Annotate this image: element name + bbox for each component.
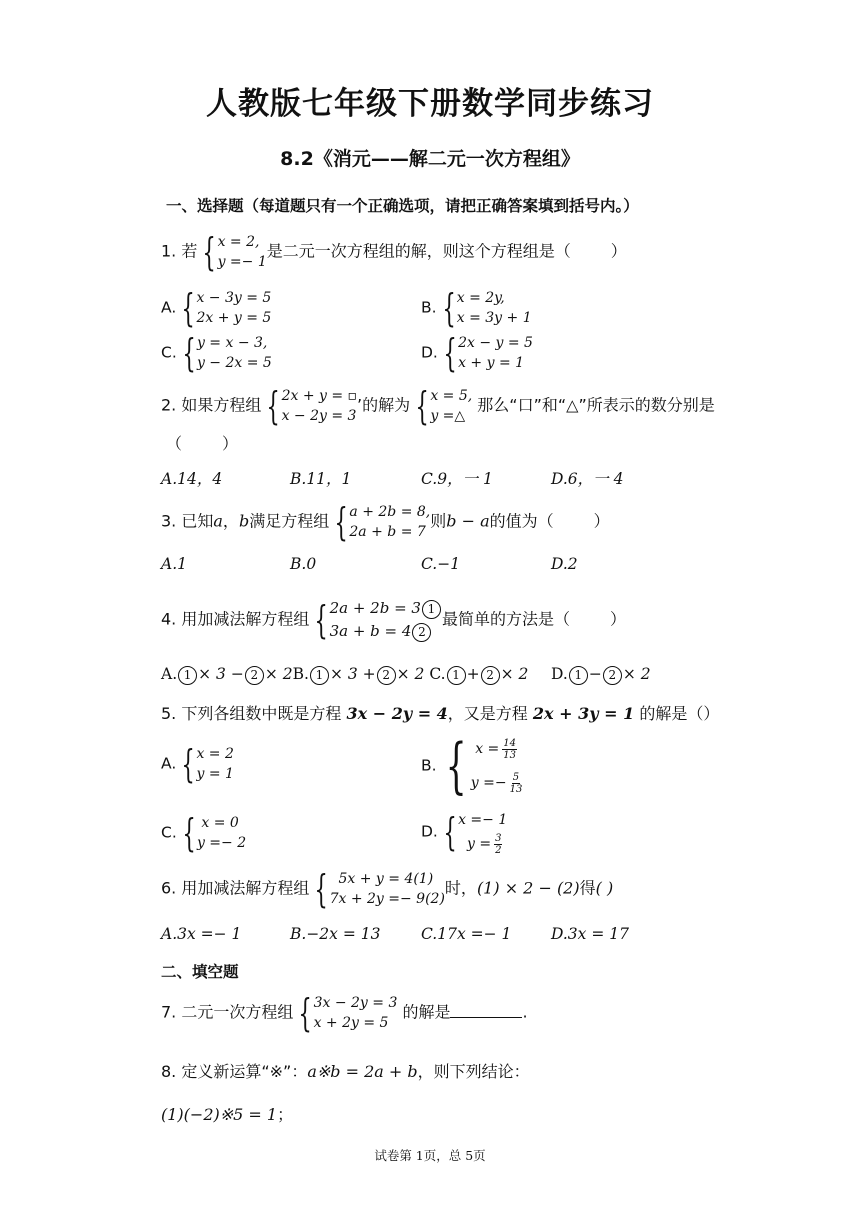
q1-option-c: C. { y = x − 3, y − 2x = 5	[161, 331, 272, 375]
page-title: 人教版七年级下册数学同步练习	[206, 86, 654, 122]
q1-system: { x = 2, y =− 1	[202, 230, 267, 274]
q2-option-c: C.9，一 1	[421, 470, 493, 488]
circled-2-icon: 2	[412, 623, 431, 642]
q2-answer-paren: （ ）	[166, 434, 239, 453]
q3-option-c: C.−1	[421, 555, 461, 573]
question-1: 1. 若 { x = 2, y =− 1 是二元一次方程组的解，则这个方程组是（ ）	[161, 230, 627, 274]
question-2: 2. 如果方程组 { 2x + y = ▫ x − 2y = 3 ’的解为 { x = 5, y =△ 那么“口”和“△”所表示的数分别是	[161, 384, 715, 428]
q3-option-b: B.0	[290, 555, 317, 573]
q5-option-a: A. { x = 2 y = 1	[161, 742, 234, 786]
page-subtitle: 8.2《消元——解二元一次方程组》	[280, 148, 580, 170]
q1-option-d: D. { 2x − y = 5 x + y = 1	[421, 331, 533, 375]
q5-option-d: D. { x =− 1 y = $\frac{3}{2}$	[421, 810, 508, 856]
circled-1-icon: 1	[422, 600, 441, 619]
q3-option-d: D.2	[551, 555, 578, 573]
q5-option-c: C. { x = 0 y =− 2	[161, 811, 247, 855]
question-5: 5. 下列各组数中既是方程 3x − 2y = 4，又是方程 2x + 3y = 1 的解是（）	[161, 704, 720, 723]
q3-option-a: A.1	[161, 555, 187, 573]
q4-option-d: D. 1 − 2 × 2	[551, 665, 651, 683]
q1-option-a: A. { x − 3y = 5 2x + y = 5	[161, 286, 272, 330]
question-3: 3. 已知a，b满足方程组 { a + 2b = 8, 2a + b = 7 则b − a的值为（ ）	[161, 500, 610, 544]
question-7: 7. 二元一次方程组 { 3x − 2y = 3 x + 2y = 5 的解是 .	[161, 991, 528, 1035]
q6-option-c: C.17x =− 1	[421, 925, 512, 943]
question-6: 6. 用加减法解方程组 { 5x + y = 4(1) 7x + 2y =− 9(2) 时，(1) × 2 − (2)得( )	[161, 867, 614, 911]
question-8: 8. 定义新运算“※”：a※b = 2a + b，则下列结论：	[161, 1062, 530, 1081]
q2-option-d: D.6，一 4	[551, 470, 624, 488]
q6-option-a: A.3x =− 1	[161, 925, 242, 943]
q2-option-b: B.11，1	[290, 470, 352, 488]
answer-blank[interactable]	[450, 1003, 522, 1018]
q6-option-b: B.−2x = 13	[290, 925, 381, 943]
q2-option-a: A.14，4	[161, 470, 223, 488]
page-footer: 试卷第 1页，总 5页	[374, 1148, 486, 1163]
q8-item-1: (1)(−2)※5 = 1；	[161, 1105, 294, 1124]
q1-option-b: B. { x = 2y, x = 3y + 1	[421, 286, 532, 330]
q6-option-d: D.3x = 17	[551, 925, 629, 943]
section-heading-fill: 二、填空题	[161, 963, 239, 981]
q4-options-row: A. 1 × 3 − 2 × 2B. 1 × 3 + 2 × 2 C. 1 + 2 × 2	[161, 665, 529, 683]
section-heading-choice: 一、选择题（每道题只有一个正确选项，请把正确答案填到括号内。）	[166, 197, 639, 215]
question-4: 4. 用加减法解方程组 { 2a + 2b = 3 1 3a + b = 4 2 最简单的方法是（ ）	[161, 598, 626, 642]
q5-option-b: B. { x = $\frac{14}{13}$ y =− $\frac{5}{13}$	[421, 731, 523, 801]
